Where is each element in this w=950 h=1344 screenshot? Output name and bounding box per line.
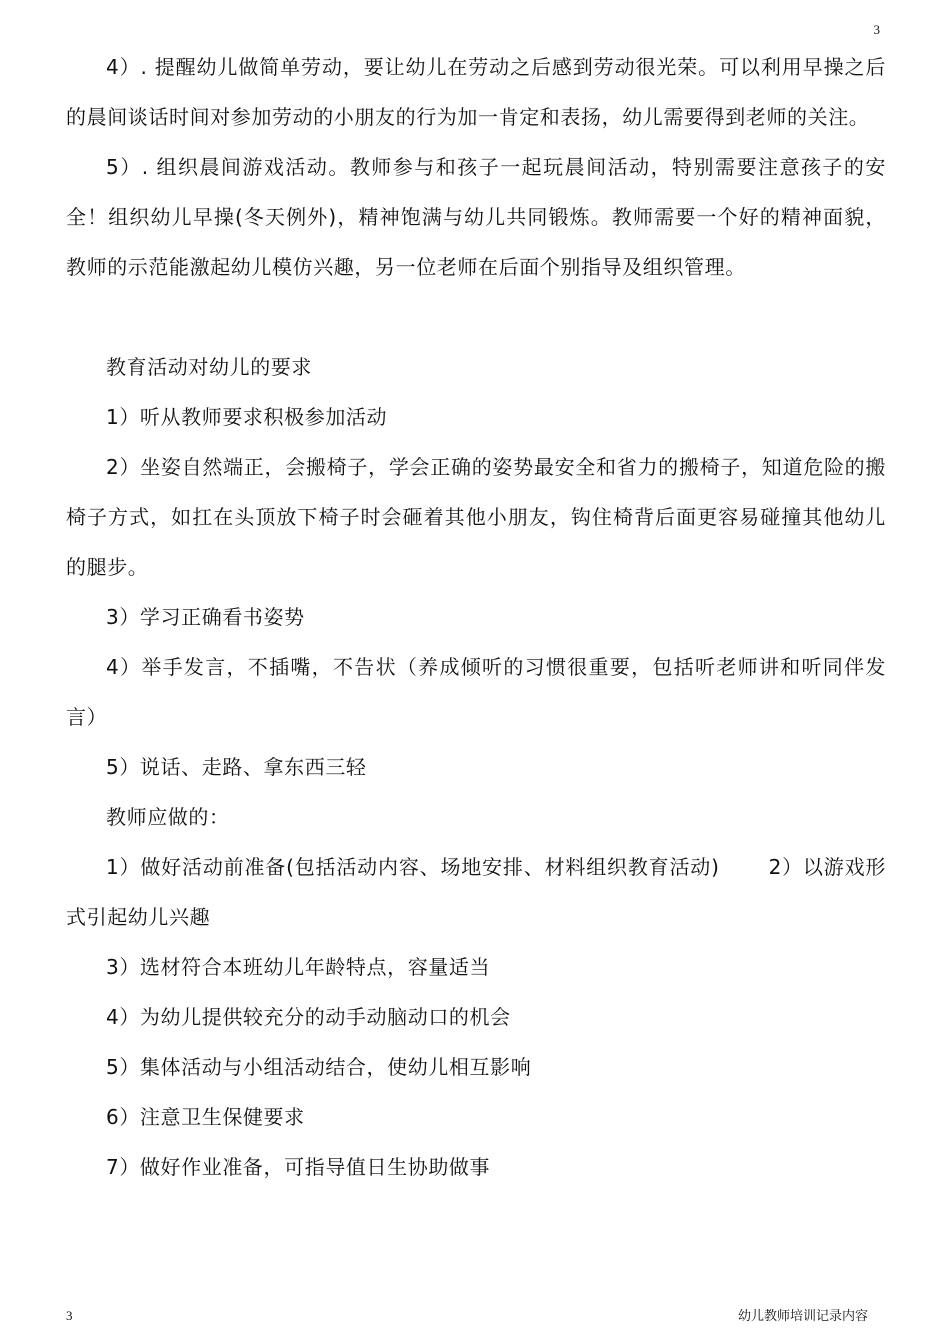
footer-page-number: 3 — [66, 1308, 73, 1323]
list-item: 5）说话、走路、拿东西三轻 — [106, 755, 367, 779]
list-item: 3）学习正确看书姿势 — [106, 605, 305, 629]
list-item: 2）坐姿自然端正，会搬椅子，学会正确的姿势最安全和省力的搬椅子，知道危险的搬椅子方式，如扛在头顶放下椅子时会砸着其他小朋友，钩住椅背后面更容易碰撞其他幼儿的腿步。 — [66, 455, 886, 579]
paragraph-morning-games: 5）. 组织晨间游戏活动。教师参与和孩子一起玩晨间活动，特别需要注意孩子的安全！组织幼儿早操(冬天例外)，精神饱满与幼儿共同锻炼。教师需要一个好的精神面貌，教师的示范能激起幼儿模仿兴趣，另一位老师在后面个别指导及组织管理。 — [66, 155, 886, 279]
header-page-number: 3 — [873, 22, 880, 37]
paragraph-labor-reminder: 4）. 提醒幼儿做简单劳动，要让幼儿在劳动之后感到劳动很光荣。可以利用早操之后的晨间谈话时间对参加劳动的小朋友的行为加一肯定和表扬，幼儿需要得到老师的关注。 — [66, 55, 886, 129]
list-item: 4）举手发言，不插嘴，不告状（养成倾听的习惯很重要，包括听老师讲和听同伴发言） — [66, 655, 886, 729]
list-item: 6）注意卫生保健要求 — [106, 1105, 305, 1129]
list-item: 1）做好活动前准备(包括活动内容、场地安排、材料组织教育活动) 2）以游戏形式引起幼儿兴趣 — [66, 855, 886, 929]
list-item: 3）选材符合本班幼儿年龄特点，容量适当 — [106, 955, 491, 979]
section-heading-teacher-duties: 教师应做的： — [106, 805, 230, 829]
section-gap — [66, 292, 886, 342]
footer-doc-title: 幼儿教师培训记录内容 — [737, 1309, 868, 1324]
document-body — [66, 42, 886, 1192]
list-item: 1）听从教师要求积极参加活动 — [106, 405, 388, 429]
list-item: 5）集体活动与小组活动结合，使幼儿相互影响 — [106, 1055, 532, 1079]
section-heading-child-requirements: 教育活动对幼儿的要求 — [106, 355, 312, 379]
list-item: 4）为幼儿提供较充分的动手动脑动口的机会 — [106, 1005, 511, 1029]
list-item: 7）做好作业准备，可指导值日生协助做事 — [106, 1155, 491, 1179]
